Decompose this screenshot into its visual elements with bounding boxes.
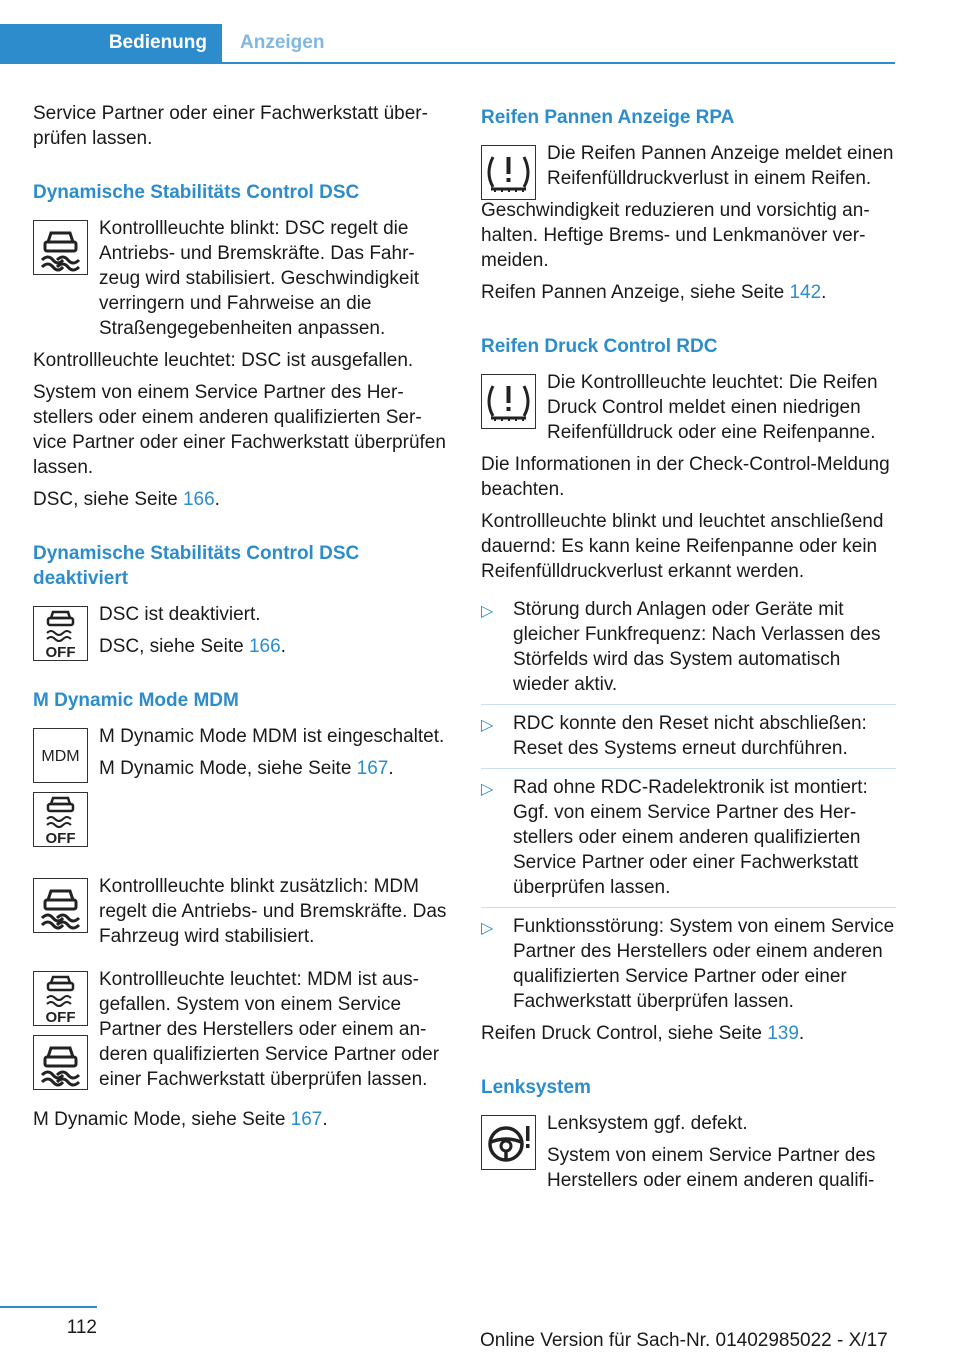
mdm-text-1: M Dynamic Mode MDM ist eingeschaltet. xyxy=(99,726,445,747)
bullet-triangle-icon: ▷ xyxy=(481,603,494,620)
tire-pressure-warning-icon xyxy=(481,145,536,200)
rdc-text-1: Die Kontrollleuchte leuchtet: Die Reifen Druck Control meldet einen niedrigen Reifenfülldruck oder eine Reifenpanne. xyxy=(547,372,878,443)
mdm-text-3: Kontrollleuchte leuchtet: MDM ist ausgefallen. System von einem Service Partner des Herstellers oder einem anderen qualifizierten Service Partner oder einer Fachwerkstatt überprüfen lassen. xyxy=(99,969,440,1090)
bullet-triangle-icon: ▷ xyxy=(481,920,494,937)
rpa-reference: Reifen Pannen Anzeige, siehe Seite 142. xyxy=(481,282,827,303)
svg-text:OFF: OFF xyxy=(45,644,76,661)
mdm-reference-2: M Dynamic Mode, siehe Seite 167. xyxy=(33,1109,328,1130)
page-number: 112 xyxy=(0,1306,97,1348)
list-item: ▷ Funktionsstörung: System von einem Service Partner des Herstellers oder einem anderen qualifizierten Service Partner oder einer Fachwerkstatt überprüfen lassen. xyxy=(481,916,895,1012)
rpa-section xyxy=(481,141,896,191)
online-version-footer: Online Version für Sach-Nr. 01402985022 - X/17 xyxy=(480,1330,888,1351)
list-item: ▷ Störung durch Anlagen oder Geräte mit gleicher Funkfrequenz: Nach Verlassen des Störfelds wird das System automatisch wieder aktiv. xyxy=(481,591,896,705)
dsc-section xyxy=(33,216,448,341)
mdm-icon xyxy=(33,728,88,783)
dsc-off-reference: DSC, siehe Seite 166. xyxy=(99,636,286,657)
mdm-failure-off-icon xyxy=(33,971,88,1026)
rdc-heading: Reifen Druck Control RDC xyxy=(481,336,718,357)
right-column xyxy=(481,101,896,1200)
rdc-reference: Reifen Druck Control, siehe Seite 139. xyxy=(481,1023,805,1044)
mdm-text-2: Kontrollleuchte blinkt zusätzlich: MDM regelt die Antriebs- und Bremskräfte. Das Fahrzeug wird stabilisiert. xyxy=(99,876,447,947)
dsc-off-text: DSC ist deaktiviert. xyxy=(99,604,261,625)
list-item: ▷ RDC konnte den Reset nicht abschließen: Reset des Systems erneut durchführen. xyxy=(481,705,896,769)
steering-section xyxy=(481,1111,896,1193)
rdc-text-3: Kontrollleuchte blinkt und leuchtet anschließend dauernd: Es kann keine Reifenpanne oder kein Reifenfülldruckverlust erkannt werden. xyxy=(481,511,884,582)
bullet-triangle-icon: ▷ xyxy=(481,781,494,798)
mdm-dsc-off-icon xyxy=(33,792,88,847)
rdc-section xyxy=(481,370,896,445)
dsc-text-2: Kontrollleuchte leuchtet: DSC ist ausgefallen. xyxy=(33,350,414,371)
list-item: ▷ Rad ohne RDC-Radelektronik ist montiert: Ggf. von einem Service Partner des Herstellers oder einem anderen qualifizierten Service Partner oder einer Fachwerkstatt überprüfen lassen. xyxy=(481,769,896,908)
intro-text: Service Partner oder einer Fachwerkstatt überprüfen lassen. xyxy=(33,103,428,149)
dsc-warning-icon xyxy=(33,220,88,275)
dsc-off-section xyxy=(33,602,448,659)
rpa-heading: Reifen Pannen Anzeige RPA xyxy=(481,107,735,128)
svg-text:OFF: OFF xyxy=(45,830,76,847)
mdm-reference-1: M Dynamic Mode, siehe Seite 167. xyxy=(99,758,394,779)
left-column xyxy=(33,101,448,1139)
dsc-off-page-link[interactable]: 166 xyxy=(248,636,281,657)
dsc-reference: DSC, siehe Seite 166. xyxy=(33,489,220,510)
mdm-dsc-warning-icon xyxy=(33,878,88,933)
dsc-text-3: System von einem Service Partner des Herstellers oder einem anderen qualifizierten Service Partner oder einer Fachwerkstatt überprüfen lassen. xyxy=(33,382,446,478)
mdm-page-link-1[interactable]: 167 xyxy=(356,758,389,779)
tab-anzeigen[interactable]: Anzeigen xyxy=(240,32,325,53)
mdm-blink-section xyxy=(33,874,448,949)
steering-wheel-warning-icon xyxy=(481,1115,536,1170)
dsc-heading: Dynamische Stabilitäts Control DSC xyxy=(33,182,360,203)
tab-bedienung[interactable]: Bedienung xyxy=(0,24,222,62)
svg-text:OFF: OFF xyxy=(45,1009,76,1026)
rdc-page-link[interactable]: 139 xyxy=(767,1023,799,1044)
rpa-text-2: Geschwindigkeit reduzieren und vorsichtig anhalten. Heftige Brems- und Lenkmanöver vermeiden. xyxy=(481,200,870,271)
mdm-page-link-2[interactable]: 167 xyxy=(290,1109,323,1130)
steering-text-2: System von einem Service Partner des Herstellers oder einem anderen qualifi- xyxy=(547,1145,876,1191)
dsc-page-link[interactable]: 166 xyxy=(182,489,215,510)
mdm-section xyxy=(33,724,448,864)
dsc-text-1: Kontrollleuchte blinkt: DSC regelt die Antriebs- und Bremskräfte. Das Fahrzeug wird stabilisiert. Geschwindigkeit verringern und Fahrweise an die Straßengegebenheiten anpassen. xyxy=(99,218,419,339)
mdm-failure-section xyxy=(33,967,448,1107)
header-tabs xyxy=(0,24,895,64)
mdm-failure-dsc-icon xyxy=(33,1035,88,1090)
rdc-bullet-list xyxy=(481,591,896,1021)
svg-text:MDM: MDM xyxy=(41,748,80,765)
steering-heading: Lenksystem xyxy=(481,1077,591,1098)
bullet-triangle-icon: ▷ xyxy=(481,717,494,734)
mdm-heading: M Dynamic Mode MDM xyxy=(33,690,239,711)
rdc-warning-icon xyxy=(481,374,536,429)
dsc-off-heading: Dynamische Stabilitäts Control DSC deaktiviert xyxy=(33,543,360,589)
steering-text-1: Lenksystem ggf. defekt. xyxy=(547,1113,748,1134)
dsc-off-icon xyxy=(33,606,88,661)
rpa-text-1: Die Reifen Pannen Anzeige meldet einen Reifenfülldruckverlust in einem Reifen. xyxy=(547,143,894,189)
rdc-text-2: Die Informationen in der Check-Control-Meldung beachten. xyxy=(481,454,890,500)
rpa-page-link[interactable]: 142 xyxy=(789,282,822,303)
